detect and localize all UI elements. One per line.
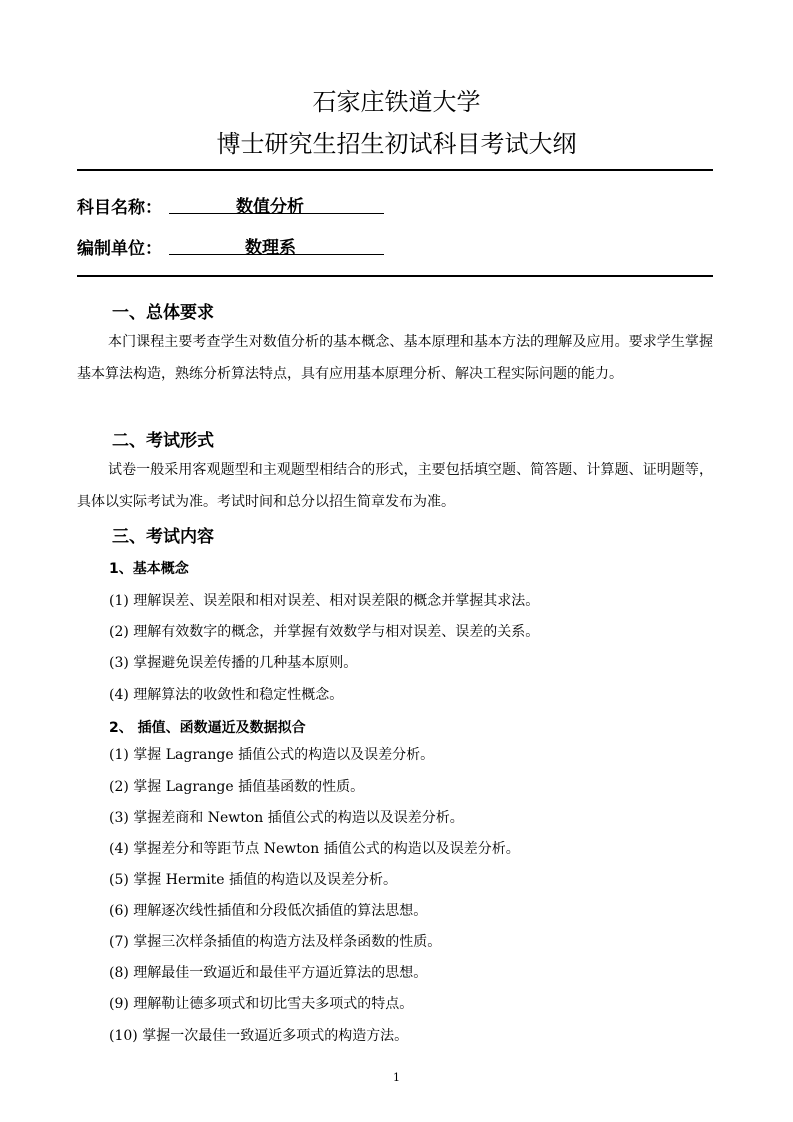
list-item: (10) 掌握一次最佳一致逼近多项式的构造方法。 — [109, 1028, 409, 1044]
top-divider — [77, 169, 713, 171]
list-item: (5) 掌握 Hermite 插值的构造以及误差分析。 — [109, 872, 398, 888]
list-item: (7) 掌握三次样条插值的构造方法及样条函数的性质。 — [109, 934, 442, 950]
section-heading-format: 二、考试形式 — [112, 431, 214, 451]
subject-field — [169, 192, 384, 217]
unit-field — [169, 233, 384, 258]
section-body-format: 试卷一般采用客观题型和主观题型相结合的形式，主要包括填空题、简答题、计算题、证明题等，具体以实际考试为准。考试时间和总分以招生简章发布为准。 — [77, 462, 713, 510]
list-item: (2) 掌握 Lagrange 插值基函数的性质。 — [109, 779, 365, 795]
list-item: (1) 理解误差、误差限和相对误差、相对误差限的概念并掌握其求法。 — [109, 593, 540, 609]
unit-label: 编制单位： — [77, 239, 162, 259]
list-item: (4) 掌握差分和等距节点 Newton 插值公式的构造以及误差分析。 — [109, 841, 520, 857]
university-name: 石家庄铁道大学 — [312, 88, 481, 116]
subsection-heading-interpolation: 2、 插值、函数逼近及数据拟合 — [109, 720, 306, 736]
document-title: 博士研究生招生初试科目考试大纲 — [216, 130, 577, 158]
list-item: (3) 掌握避免误差传播的几种基本原则。 — [109, 655, 358, 671]
section-heading-general: 一、总体要求 — [112, 303, 214, 323]
section-body-general: 本门课程主要考查学生对数值分析的基本概念、基本原理和基本方法的理解及应用。要求学生掌握基本算法构造，熟练分析算法特点，具有应用基本原理分析、解决工程实际问题的能力。 — [77, 334, 713, 382]
list-item: (1) 掌握 Lagrange 插值公式的构造以及误差分析。 — [109, 747, 435, 763]
bottom-divider — [77, 275, 713, 277]
list-item: (6) 理解逐次线性插值和分段低次插值的算法思想。 — [109, 903, 428, 919]
page-number: 1 — [393, 1071, 400, 1084]
list-item: (3) 掌握差商和 Newton 插值公式的构造以及误差分析。 — [109, 810, 464, 826]
section-heading-content: 三、考试内容 — [112, 527, 214, 547]
subsection-heading-basic-concepts: 1、基本概念 — [109, 561, 189, 577]
list-item: (2) 理解有效数字的概念，并掌握有效数学与相对误差、误差的关系。 — [109, 624, 540, 640]
list-item: (4) 理解算法的收敛性和稳定性概念。 — [109, 687, 344, 703]
list-item: (9) 理解勒让德多项式和切比雪夫多项式的特点。 — [109, 996, 414, 1012]
list-item: (8) 理解最佳一致逼近和最佳平方逼近算法的思想。 — [109, 965, 428, 981]
unit-value: 数理系 — [245, 238, 296, 258]
subject-value: 数值分析 — [236, 197, 304, 217]
subject-label: 科目名称： — [77, 198, 162, 218]
